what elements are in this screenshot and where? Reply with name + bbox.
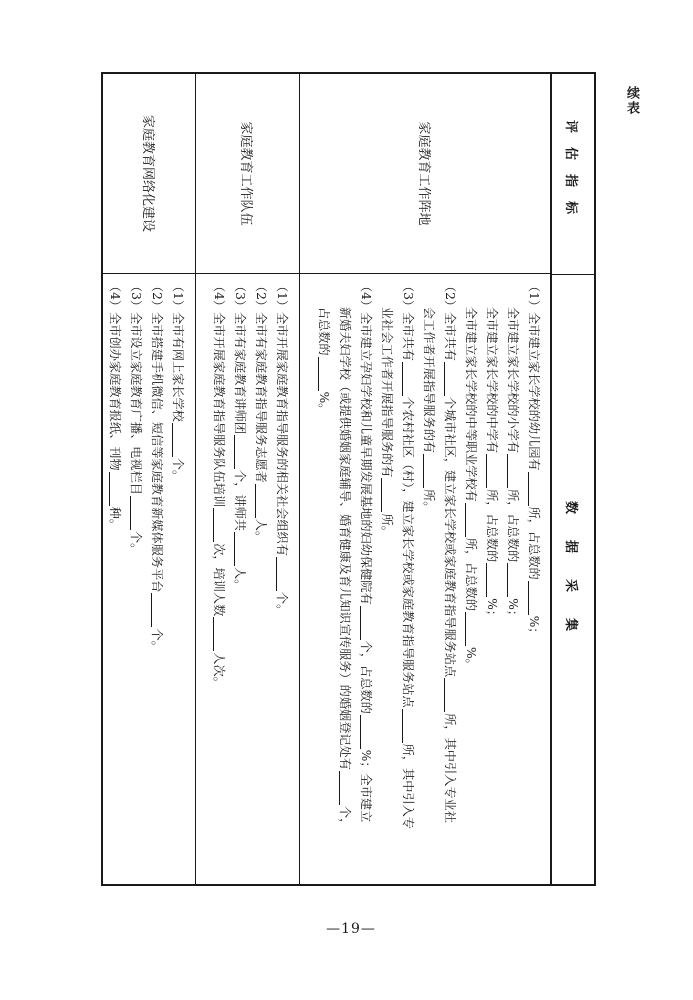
fill-in-blank [255,484,269,518]
data-item-text: 所。 [380,513,394,538]
fill-in-blank [234,532,248,566]
fill-in-blank [528,581,542,615]
fill-in-blank [465,612,479,646]
row-indicator: 家庭教育网络化建设 [103,74,196,274]
data-item-text: 业社会工作者开展指导服务的有 [380,306,394,478]
fill-in-blank [172,423,186,457]
fill-in-blank [402,362,416,396]
data-item-text: 所，其中引入专业社 [443,713,457,823]
data-item-text: 新婚夫妇学校（或提供婚姻家庭辅导、婚育健康及育儿知识宣传服务）的婚姻登记处有 [338,306,352,770]
data-item-text: 种。 [108,506,122,531]
data-item-text: 个，占总数的 [359,640,373,714]
data-item-line [313,280,334,878]
data-item-line [146,280,167,878]
data-item-text: %。 [317,391,331,416]
fill-in-blank [109,472,123,506]
data-item-text: 个。 [275,591,289,617]
data-item-text: %。 [464,646,478,671]
row-content [313,280,544,878]
data-item-text: 所，占总数的 [527,506,541,580]
table-row [195,74,300,884]
data-item-line [376,280,397,878]
assessment-table [101,72,596,886]
fill-in-blank [528,472,542,506]
data-item-line [250,280,271,878]
fill-in-blank [213,508,227,542]
fill-in-blank [486,563,500,597]
data-item-line [355,280,376,878]
data-item-line [439,280,460,878]
data-item-line [460,280,481,878]
data-item-text: （2）全市搭建手机微信、短信等家庭教育新媒体服务平台 [150,280,164,593]
data-item-text: 个城市社区，建立家长学校或家庭教育指导服务站点 [443,396,457,678]
table-header [550,74,594,884]
data-item-text: （3）全市设立家庭教育广播、电视栏目 [129,280,143,495]
data-item-text: 人。 [233,566,247,592]
row-content [104,280,188,878]
data-item-text: %； [506,598,520,622]
data-item-text: 个，讲师共 [233,470,247,531]
fill-in-blank [402,709,416,743]
header-indicator: 评估指标 [552,74,594,275]
fill-in-blank [360,606,374,640]
data-item-line [418,280,439,878]
continued-label: 续表 [624,86,639,116]
data-item-line [481,280,502,878]
data-item-line [523,280,544,878]
data-item-text: 个， [338,805,352,831]
data-item-text: 个。 [150,628,164,653]
data-item-text: （2）全市共有 [443,280,457,361]
data-item-text: （1）全市开展家庭教育指导服务的相关社会组织有 [275,280,289,556]
fill-in-blank [381,478,395,512]
data-item-text: 全市建立家长学校的小学有 [506,306,520,454]
data-item-text: （3）全市共有 [401,280,415,361]
fill-in-blank [151,593,165,627]
data-item-text: （4）全市开展家庭教育指导服务队伍培训 [212,280,226,508]
data-item-text: （2）全市有家庭教育指导服务志愿者 [254,280,268,483]
data-item-text: %； [527,615,541,640]
data-item-text: （4）全市建立孕妇学校和儿童早期发展基地的妇幼保健院有 [359,280,373,605]
fill-in-blank [130,496,144,530]
data-item-line [334,280,355,878]
fill-in-blank [318,357,332,391]
fill-in-blank [276,557,290,591]
data-item-text: 所，占总数的 [485,489,499,563]
data-item-line [502,280,523,878]
data-item-text: （1）全市建立家长学校的幼儿园有 [527,280,541,471]
row-content [208,280,292,878]
fill-in-blank [486,454,500,488]
data-item-text: 全市建立家长学校的中等职业学校有 [464,306,478,502]
fill-in-blank [213,617,227,651]
data-item-text: 所，占总数的 [506,489,520,563]
fill-in-blank [465,503,479,537]
data-item-text: 次，培训人数 [212,543,226,617]
data-item-text: （3）全市有家庭教育讲师团 [233,280,247,435]
data-item-text: %；全市建立 [359,749,373,823]
data-item-line [125,280,146,878]
data-item-text: 人次。 [212,652,226,689]
data-item-text: 个。 [129,530,143,556]
table-row [103,74,196,884]
fill-in-blank [360,715,374,749]
data-item-text: %； [485,598,499,622]
data-item-line [271,280,292,878]
fill-in-blank [423,454,437,488]
fill-in-blank [507,454,521,488]
data-item-text: 人。 [254,518,268,544]
fill-in-blank [444,362,458,396]
data-item-line [167,280,188,878]
row-indicator: 家庭教育工作阵地 [300,74,552,274]
fill-in-blank [507,563,521,597]
data-item-text: 所。 [422,489,436,514]
fill-in-blank [444,678,458,712]
data-item-text: （4）全市创办家庭教育报纸、刊物 [108,280,122,471]
row-indicator: 家庭教育工作队伍 [196,74,300,274]
header-data: 数据采集 [563,500,579,657]
data-item-text: 会工作者开展指导服务的有 [422,306,436,454]
data-item-text: 所，其中引入专 [401,743,415,829]
data-item-line [397,280,418,878]
data-item-line [229,280,250,878]
fill-in-blank [234,435,248,469]
fill-in-blank [339,771,353,805]
data-item-line [208,280,229,878]
data-item-text: （1）全市有网上家长学校 [171,280,185,422]
data-item-text: 全市建立家长学校的中学有 [485,306,499,454]
data-item-text: 所，占总数的 [464,537,478,611]
data-item-text: 占总数的 [317,306,331,356]
data-item-text: 个。 [171,457,185,483]
page-number: —19— [326,921,376,937]
data-item-text: 个农村社区（村），建立家长学校或家庭教育指导服务站点 [401,396,415,708]
data-item-line [104,280,125,878]
table-row [299,74,552,884]
